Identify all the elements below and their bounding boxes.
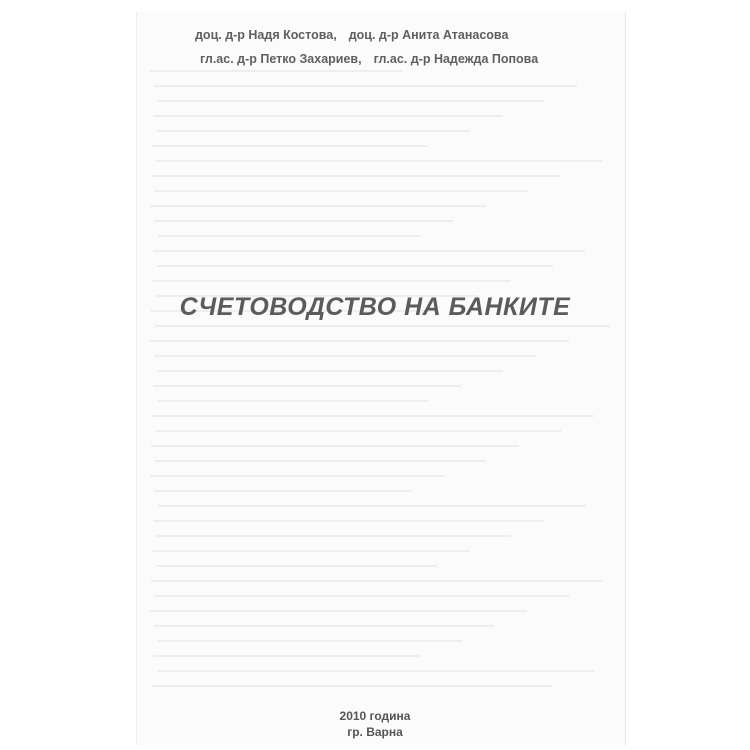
bleed-through-line (151, 175, 560, 177)
bleed-through-line (150, 475, 444, 477)
author-name: гл.ас. д-р Петко Захариев, (200, 52, 362, 66)
publication-year: 2010 година (339, 709, 411, 723)
bleed-through-line (150, 205, 486, 207)
bleed-through-line (151, 445, 519, 447)
bleed-through-line (158, 235, 420, 237)
bleed-through-line (153, 250, 585, 252)
bleed-through-line (150, 70, 403, 72)
authors-row-2 (200, 52, 538, 66)
bleed-through-line (158, 640, 462, 642)
bleed-through-line (155, 595, 569, 597)
bleed-through-line (158, 370, 503, 372)
bleed-through-line (156, 160, 602, 162)
bleed-through-line (158, 505, 586, 507)
bleed-through-line (157, 535, 511, 537)
bleed-through-line (157, 130, 470, 132)
bleed-through-line (154, 490, 412, 492)
bleed-through-line (151, 580, 602, 582)
bleed-through-line (152, 685, 552, 687)
bleed-through-line (156, 565, 437, 567)
bleed-through-line (152, 550, 469, 552)
bleed-through-line (152, 145, 428, 147)
bleed-through-line (153, 385, 461, 387)
bleed-through-line (158, 100, 544, 102)
bleed-through-line (154, 85, 577, 87)
bleed-through-line (154, 355, 536, 357)
bleed-through-line (153, 115, 503, 117)
author-name: доц. д-р Надя Костова, (195, 28, 337, 42)
bleed-through-lines (150, 70, 610, 700)
bleed-through-line (155, 325, 610, 327)
publication-city: гр. Варна (347, 725, 403, 739)
bleed-through-line (152, 415, 594, 417)
bleed-through-line (150, 610, 527, 612)
bleed-through-line (152, 280, 511, 282)
publication-info (0, 708, 750, 740)
bleed-through-line (155, 460, 486, 462)
author-name: доц. д-р Анита Атанасова (348, 28, 509, 42)
bleed-through-line (157, 400, 428, 402)
bleed-through-line (155, 190, 528, 192)
bleed-through-line (153, 520, 544, 522)
author-name: гл.ас. д-р Надежда Попова (373, 52, 539, 66)
bleed-through-line (150, 340, 569, 342)
bleed-through-line (154, 220, 453, 222)
bleed-through-line (157, 265, 553, 267)
bleed-through-line (153, 655, 420, 657)
authors-row-1 (195, 28, 508, 42)
book-title: СЧЕТОВОДСТВО НА БАНКИТЕ (179, 293, 571, 321)
bleed-through-line (156, 430, 561, 432)
bleed-through-line (157, 670, 594, 672)
bleed-through-line (154, 625, 494, 627)
